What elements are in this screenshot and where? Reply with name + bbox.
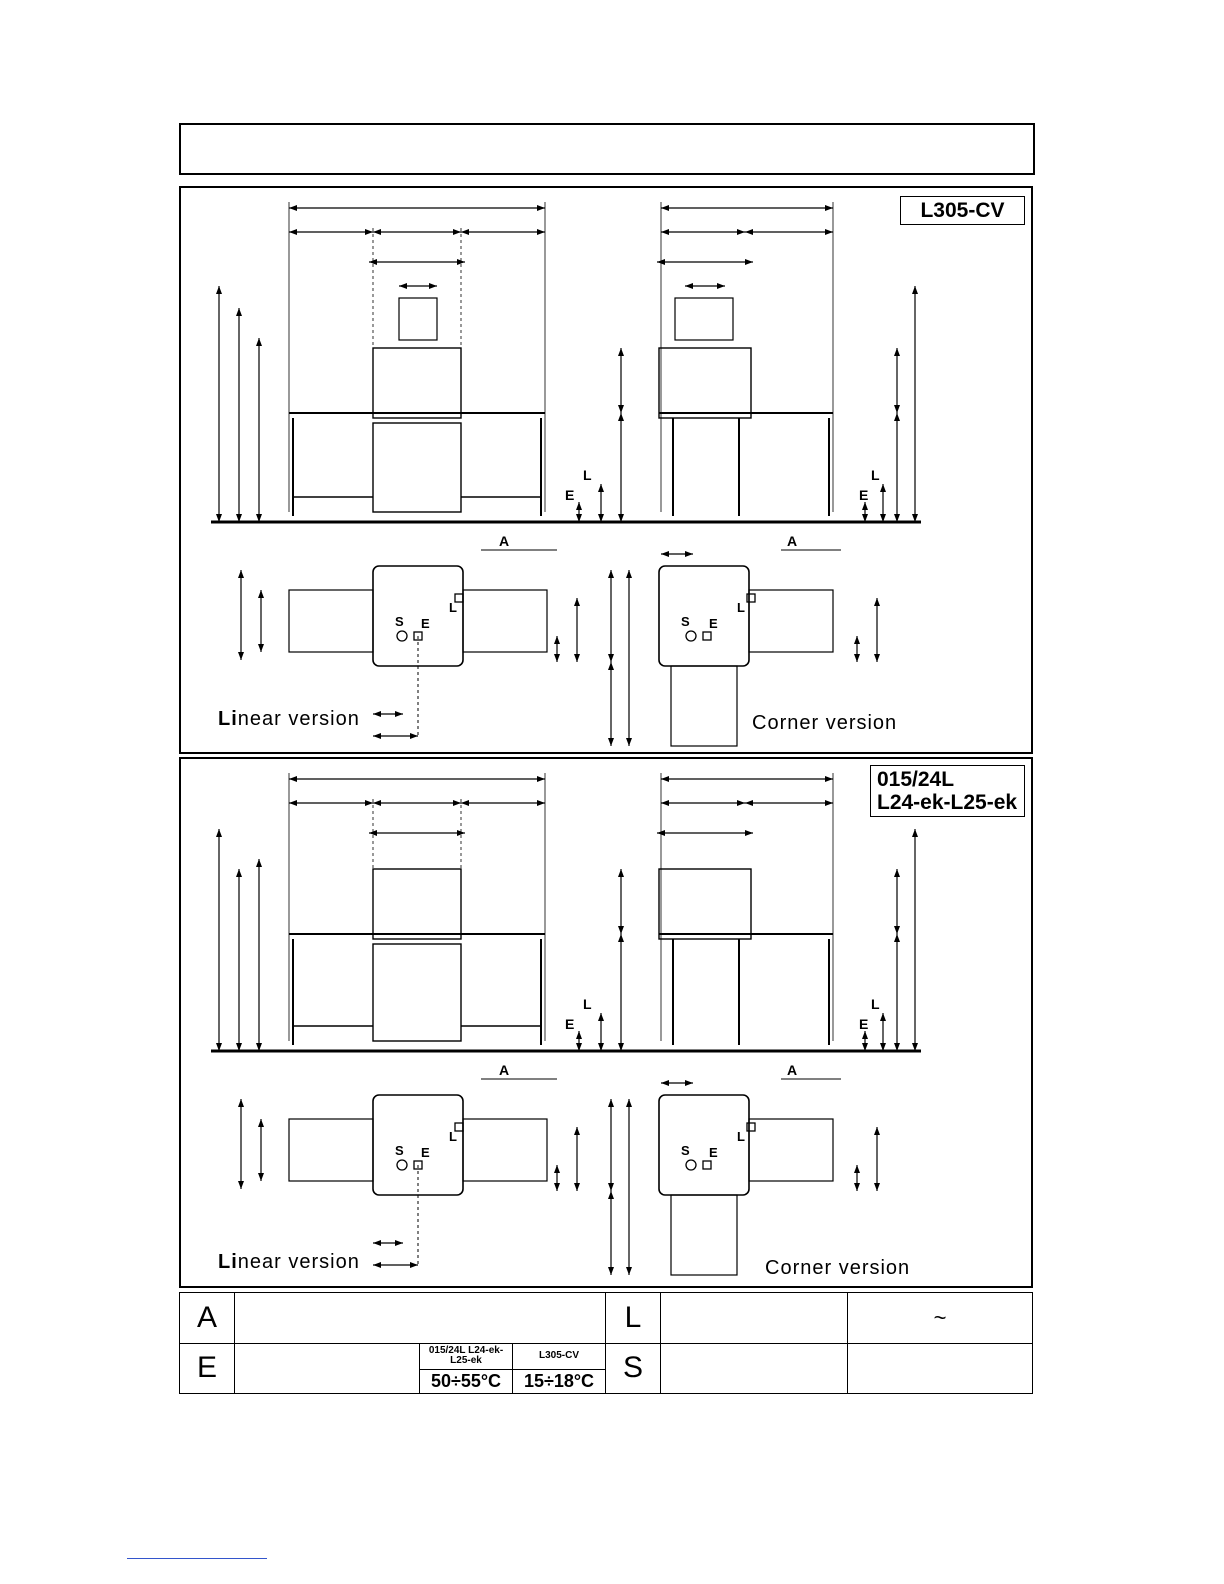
- arrow-head: [399, 283, 407, 289]
- plan-table: [463, 1119, 547, 1181]
- arrow-head: [236, 308, 242, 316]
- arrow-head: [598, 1013, 604, 1021]
- arrow-head: [554, 1165, 560, 1173]
- mark-a: A: [787, 533, 798, 549]
- temperature-value: 50÷55°C: [430, 1370, 502, 1391]
- linear-label-rest: near version: [237, 708, 360, 730]
- arrow-head: [216, 829, 222, 837]
- arrow-head: [880, 484, 886, 492]
- legend-extra-l: ~: [848, 1293, 1033, 1344]
- arrow-head: [854, 654, 860, 662]
- arrow-head: [894, 869, 900, 877]
- hood-outline: [659, 869, 751, 939]
- arrow-head: [373, 1262, 381, 1268]
- arrow-head: [618, 405, 624, 413]
- arrow-head: [554, 636, 560, 644]
- temperature-table: [419, 1344, 605, 1394]
- model-line: L24-ek-L25-ek: [877, 791, 1018, 814]
- legend-text-s: [661, 1343, 848, 1394]
- linear-version-label: [218, 708, 360, 731]
- arrow-head: [373, 711, 381, 717]
- mark-l: L: [871, 996, 880, 1012]
- linear-version-label: [218, 1251, 360, 1274]
- mark-l: L: [737, 600, 745, 615]
- hood-outline: [659, 348, 751, 418]
- legend-extra-s: [848, 1343, 1033, 1394]
- arrow-head: [608, 738, 614, 746]
- mark-l: L: [737, 1129, 745, 1144]
- temperature-col: [420, 1344, 512, 1394]
- mark-s: S: [395, 614, 404, 629]
- header-box: [179, 123, 1035, 175]
- mark-e: E: [859, 487, 869, 503]
- arrow-head: [608, 1099, 614, 1107]
- arrow-head: [554, 1183, 560, 1191]
- arrow-head: [258, 644, 264, 652]
- arrow-head: [574, 654, 580, 662]
- legend-text-l: [661, 1293, 848, 1344]
- mark-s: S: [681, 614, 690, 629]
- temperature-col: [512, 1344, 605, 1394]
- arrow-head: [685, 1080, 693, 1086]
- plan-machine: [659, 1095, 749, 1195]
- arrow-head: [410, 1262, 418, 1268]
- arrow-head: [825, 776, 833, 782]
- arrow-head: [574, 598, 580, 606]
- arrow-head: [238, 1181, 244, 1189]
- arrow-head: [258, 1173, 264, 1181]
- plan-table: [671, 1195, 737, 1275]
- arrow-head: [238, 1099, 244, 1107]
- mark-a: A: [499, 1062, 510, 1078]
- inlet-e-symbol: [703, 632, 711, 640]
- arrow-head: [618, 869, 624, 877]
- arrow-head: [854, 636, 860, 644]
- arrow-head: [894, 413, 900, 421]
- arrow-head: [429, 283, 437, 289]
- arrow-head: [894, 405, 900, 413]
- temperature-head: L305-CV: [513, 1344, 605, 1370]
- linear-label-first: Li: [218, 1251, 238, 1273]
- arrow-head: [365, 800, 373, 806]
- arrow-head: [737, 229, 745, 235]
- footer-link-underline: [127, 1558, 267, 1559]
- arrow-head: [289, 205, 297, 211]
- arrow-head: [289, 776, 297, 782]
- arrow-head: [453, 229, 461, 235]
- arrow-head: [373, 229, 381, 235]
- plan-table: [749, 590, 833, 652]
- mark-l: L: [583, 996, 592, 1012]
- arrow-head: [373, 733, 381, 739]
- arrow-head: [626, 1267, 632, 1275]
- arrow-head: [737, 800, 745, 806]
- inlet-e-symbol: [703, 1161, 711, 1169]
- arrow-head: [661, 551, 669, 557]
- mark-e: E: [421, 616, 430, 631]
- arrow-head: [618, 413, 624, 421]
- arrow-head: [880, 1013, 886, 1021]
- arrow-head: [626, 570, 632, 578]
- panel-015-24l: [179, 757, 1033, 1288]
- arrow-head: [685, 551, 693, 557]
- temperature-value: 15÷18°C: [523, 1370, 595, 1391]
- arrow-head: [258, 590, 264, 598]
- mark-a: A: [499, 533, 510, 549]
- machine-body: [373, 423, 461, 512]
- mark-s: S: [395, 1143, 404, 1158]
- arrow-head: [289, 229, 297, 235]
- plan-table: [671, 666, 737, 746]
- legend-key-s: S: [606, 1343, 661, 1394]
- mark-e: E: [565, 487, 575, 503]
- linear-label-rest: near version: [237, 1251, 360, 1273]
- legend-text-e: [235, 1344, 419, 1394]
- arrow-head: [608, 1191, 614, 1199]
- drain-s-symbol: [397, 1160, 407, 1170]
- arrow-head: [258, 1119, 264, 1127]
- legend-key-l: L: [606, 1293, 661, 1344]
- hood-outline: [373, 348, 461, 418]
- arrow-head: [825, 229, 833, 235]
- plan-table: [463, 590, 547, 652]
- panel-l305-cv: [179, 186, 1033, 754]
- arrow-head: [618, 926, 624, 934]
- drain-s-symbol: [397, 631, 407, 641]
- arrow-head: [453, 800, 461, 806]
- arrow-head: [717, 283, 725, 289]
- mark-e: E: [859, 1016, 869, 1032]
- arrow-head: [256, 338, 262, 346]
- arrow-head: [598, 484, 604, 492]
- mark-l: L: [583, 467, 592, 483]
- exhaust-unit: [675, 298, 733, 340]
- arrow-head: [608, 662, 614, 670]
- arrow-head: [874, 654, 880, 662]
- arrow-head: [608, 654, 614, 662]
- arrow-head: [874, 598, 880, 606]
- arrow-head: [238, 652, 244, 660]
- model-label: [900, 196, 1025, 225]
- arrow-head: [894, 926, 900, 934]
- arrow-head: [461, 800, 469, 806]
- dimension-drawing-l305: [181, 188, 1035, 756]
- arrow-head: [825, 800, 833, 806]
- arrow-head: [862, 502, 868, 510]
- temperature-head: 015/24L L24-ek-L25-ek: [420, 1344, 512, 1370]
- arrow-head: [626, 738, 632, 746]
- arrow-head: [537, 800, 545, 806]
- arrow-head: [745, 259, 753, 265]
- arrow-head: [395, 711, 403, 717]
- arrow-head: [537, 776, 545, 782]
- arrow-head: [537, 229, 545, 235]
- model-label: [870, 765, 1025, 817]
- plan-machine: [659, 566, 749, 666]
- arrow-head: [854, 1183, 860, 1191]
- arrow-head: [661, 229, 669, 235]
- mark-l: L: [449, 600, 457, 615]
- arrow-head: [874, 1183, 880, 1191]
- arrow-head: [608, 570, 614, 578]
- arrow-head: [894, 934, 900, 942]
- arrow-head: [289, 800, 297, 806]
- mark-e: E: [709, 616, 718, 631]
- arrow-head: [894, 348, 900, 356]
- arrow-head: [618, 348, 624, 356]
- plan-table: [289, 590, 373, 652]
- mark-e: E: [709, 1145, 718, 1160]
- mark-e: E: [565, 1016, 575, 1032]
- mark-s: S: [681, 1143, 690, 1158]
- arrow-head: [912, 829, 918, 837]
- arrow-head: [576, 1031, 582, 1039]
- arrow-head: [862, 1031, 868, 1039]
- corner-version-label: Corner version: [765, 1257, 911, 1279]
- arrow-head: [576, 502, 582, 510]
- drain-s-symbol: [686, 1160, 696, 1170]
- legend-key-e: E: [180, 1343, 235, 1394]
- arrow-head: [410, 733, 418, 739]
- arrow-head: [216, 286, 222, 294]
- mark-a: A: [787, 1062, 798, 1078]
- linear-label-first: Li: [218, 708, 238, 730]
- arrow-head: [912, 286, 918, 294]
- arrow-head: [626, 1099, 632, 1107]
- plan-table: [289, 1119, 373, 1181]
- arrow-head: [574, 1183, 580, 1191]
- plan-table: [749, 1119, 833, 1181]
- arrow-head: [618, 934, 624, 942]
- arrow-head: [373, 1240, 381, 1246]
- arrow-head: [661, 1080, 669, 1086]
- legend-text-a: [235, 1293, 606, 1344]
- corner-version-label: Corner version: [752, 712, 898, 734]
- arrow-head: [745, 229, 753, 235]
- machine-body: [373, 944, 461, 1041]
- arrow-head: [395, 1240, 403, 1246]
- arrow-head: [236, 869, 242, 877]
- arrow-head: [825, 205, 833, 211]
- arrow-head: [745, 830, 753, 836]
- arrow-head: [238, 570, 244, 578]
- arrow-head: [874, 1127, 880, 1135]
- arrow-head: [365, 229, 373, 235]
- arrow-head: [661, 800, 669, 806]
- arrow-head: [661, 776, 669, 782]
- arrow-head: [661, 205, 669, 211]
- arrow-head: [685, 283, 693, 289]
- arrow-head: [554, 654, 560, 662]
- arrow-head: [373, 800, 381, 806]
- model-line: 015/24L: [877, 768, 955, 791]
- arrow-head: [256, 859, 262, 867]
- arrow-head: [854, 1165, 860, 1173]
- mark-l: L: [871, 467, 880, 483]
- legend-text-e-cell: [235, 1343, 606, 1394]
- dimension-drawing-015: [181, 759, 1035, 1290]
- model-line: L305-CV: [920, 199, 1005, 222]
- legend-key-a: A: [180, 1293, 235, 1344]
- arrow-head: [745, 800, 753, 806]
- arrow-head: [608, 1183, 614, 1191]
- mark-l: L: [449, 1129, 457, 1144]
- hood-outline: [373, 869, 461, 939]
- arrow-head: [608, 1267, 614, 1275]
- mark-e: E: [421, 1145, 430, 1160]
- arrow-head: [574, 1127, 580, 1135]
- exhaust-unit: [399, 298, 437, 340]
- legend-table: [179, 1292, 1033, 1394]
- drain-s-symbol: [686, 631, 696, 641]
- arrow-head: [461, 229, 469, 235]
- arrow-head: [537, 205, 545, 211]
